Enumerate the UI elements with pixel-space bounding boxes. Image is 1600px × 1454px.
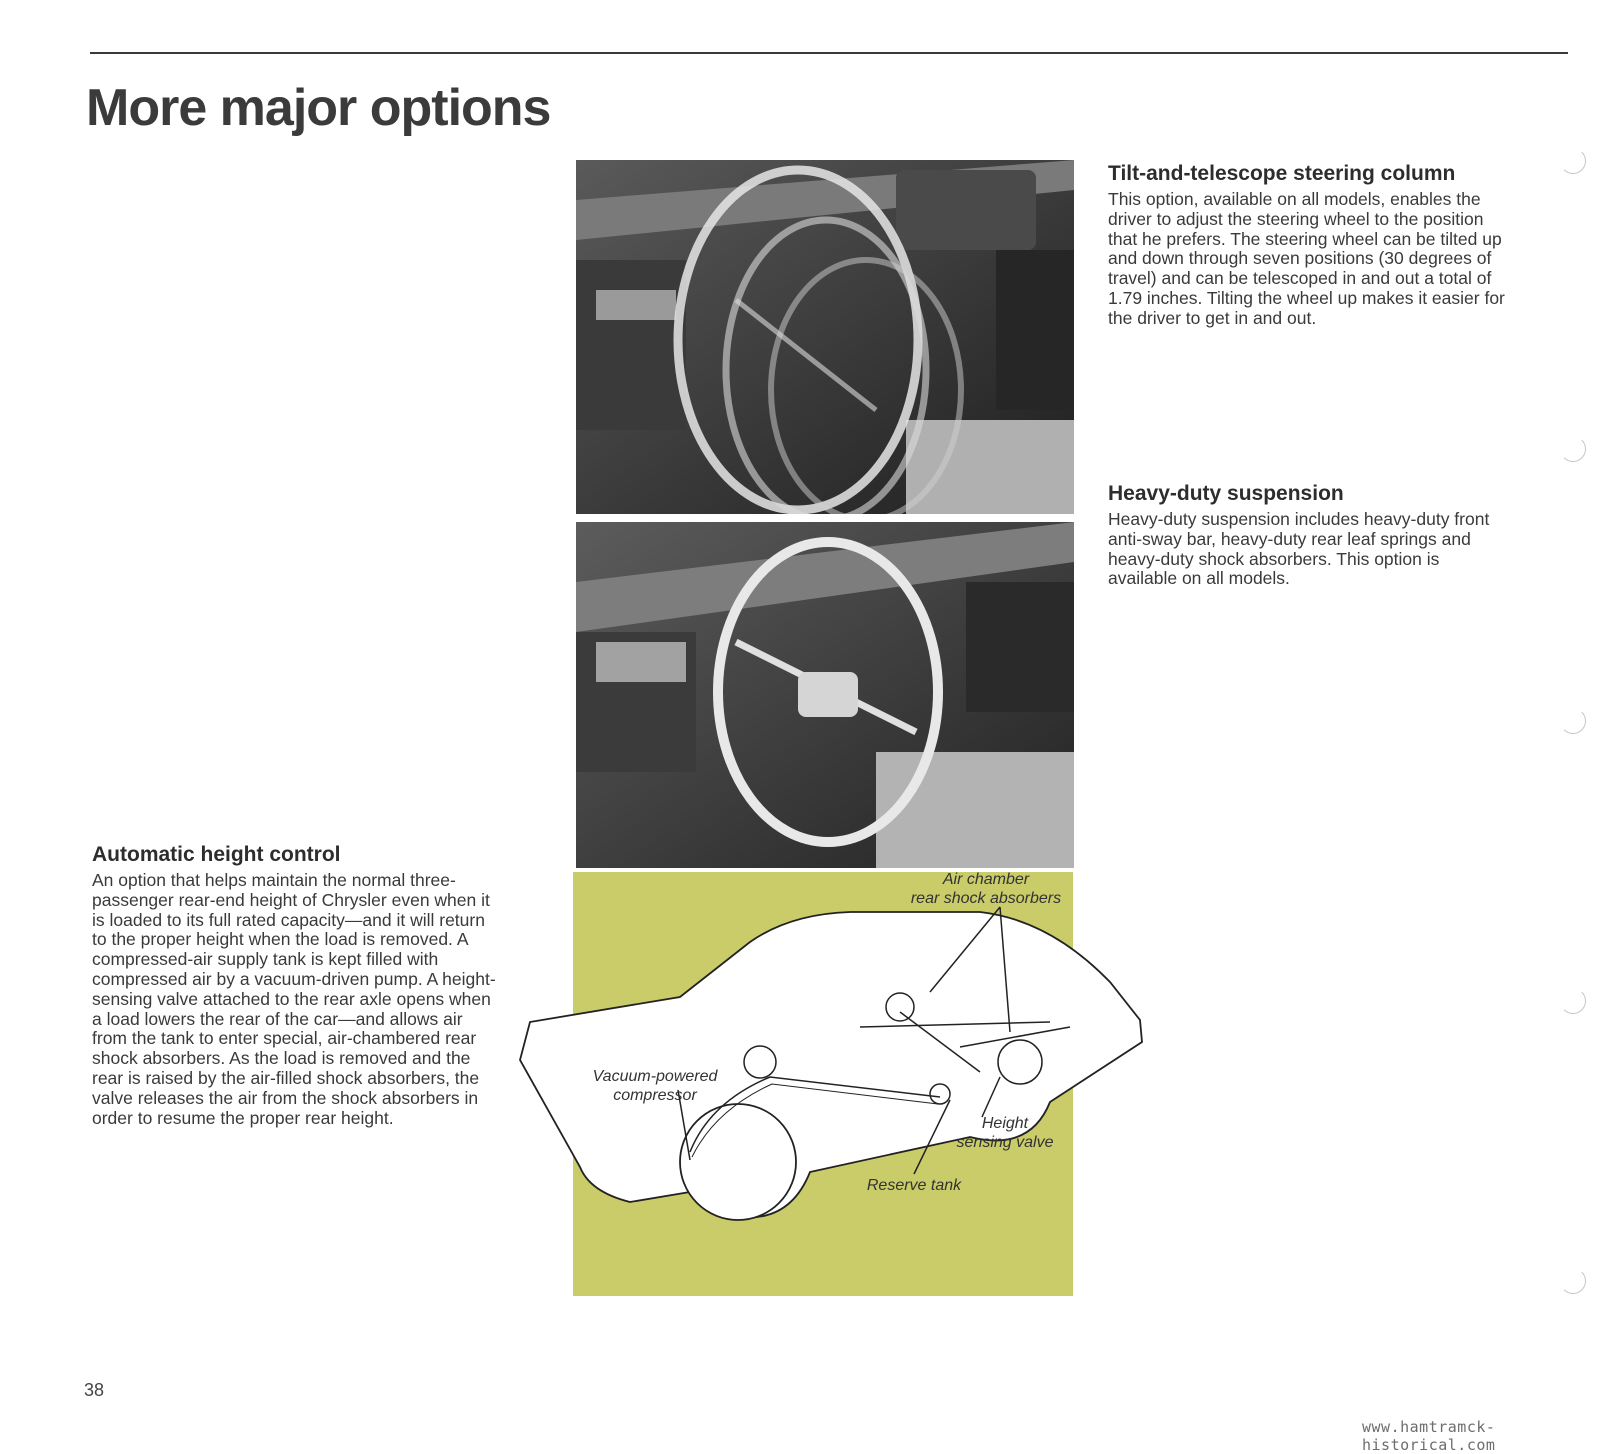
binder-hole (1560, 988, 1586, 1014)
label-air-chamber-2: rear shock absorbers (910, 890, 1062, 907)
label-vacuum-1: Vacuum-powered (592, 1068, 718, 1085)
binder-hole (1560, 1268, 1586, 1294)
page-number: 38 (84, 1380, 105, 1400)
auto-height-body: An option that helps maintain the normal three-passenger rear-end height of Chrysler even when it is loaded to its full rated capacity—and it will return to the proper height when the load is removed. A compressed-air supply tank is kept filled with compressed air by a vacuum-driven pump. A height-sensing valve attached to the rear axle opens when a load lowers the rear of the car—and allows air from the tank to enter special, air-chambered rear shock absorbers. As the load is removed and the rear is raised by the air-filled shock absorbers, the valve releases the air from the shock absorbers in order to resume the proper rear height. (92, 870, 496, 1128)
auto-height-section (92, 843, 497, 1128)
heavy-duty-heading: Heavy-duty suspension (1108, 482, 1344, 505)
label-height-2: sensing valve (956, 1134, 1054, 1151)
tilt-steering-body: This option, available on all models, enables the driver to adjust the steering wheel to the position that he prefers. The steering wheel can be tilted up and down through seven positions (30 degrees of travel) and can be telescoped in and out a total of 1.79 inches. Tilting the wheel up makes it easier for the driver to get in and out. (1108, 189, 1505, 328)
page-title: More major options (86, 79, 551, 137)
steering-column-photo-top (576, 160, 1074, 514)
label-vacuum-2: compressor (613, 1087, 697, 1104)
label-height-1: Height (981, 1115, 1029, 1132)
binder-hole (1560, 708, 1586, 734)
height-control-diagram (510, 872, 1150, 1300)
tilt-steering-heading: Tilt-and-telescope steering column (1108, 162, 1456, 185)
watermark: www.hamtramck-historical.com (1362, 1418, 1496, 1454)
label-air-chamber-1: Air chamber (942, 872, 1030, 888)
heavy-duty-body: Heavy-duty suspension includes heavy-duty front anti-sway bar, heavy-duty rear leaf springs and heavy-duty shock absorbers. This option is available on all models. (1108, 509, 1490, 589)
binder-hole (1560, 436, 1586, 462)
header-rule (90, 52, 1568, 54)
auto-height-heading: Automatic height control (92, 843, 341, 866)
steering-column-photo-bottom (576, 522, 1074, 868)
heavy-duty-section (1108, 482, 1508, 589)
binder-hole (1560, 148, 1586, 174)
label-reserve-tank: Reserve tank (866, 1177, 962, 1194)
tilt-steering-section (1108, 162, 1508, 329)
